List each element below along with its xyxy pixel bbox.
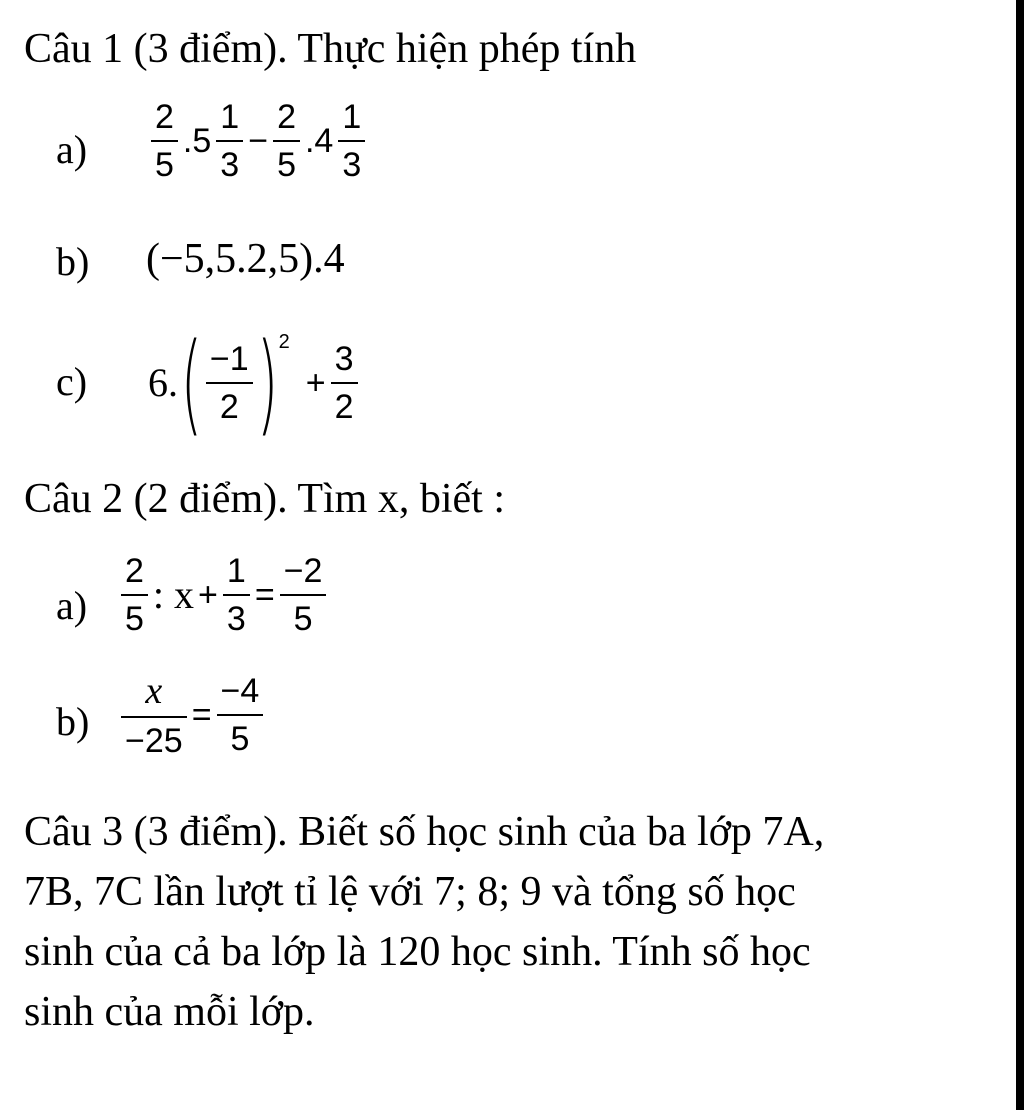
q1c-label: c) <box>56 359 88 404</box>
plus-operator: + <box>198 576 218 614</box>
term: .4 <box>304 122 334 160</box>
fraction <box>273 100 300 182</box>
numerator: 1 <box>220 98 240 136</box>
q1c-expression <box>146 319 361 447</box>
denominator: 3 <box>220 146 240 184</box>
term: 6. <box>148 360 178 405</box>
denominator: 3 <box>342 146 362 184</box>
fraction <box>338 100 365 182</box>
q2a-expression <box>118 554 329 636</box>
q1a-expression <box>148 100 368 182</box>
expression-text: (−5,5.2,5).4 <box>146 236 345 282</box>
fraction-bar <box>280 594 327 596</box>
fraction <box>206 342 253 424</box>
numerator: x <box>145 670 163 712</box>
plus-operator: + <box>305 364 326 402</box>
numerator: −2 <box>283 552 323 590</box>
numerator: 2 <box>277 98 296 136</box>
equals-sign: = <box>191 696 212 734</box>
fraction <box>331 342 358 424</box>
q2b-expression <box>118 672 266 758</box>
q3-line: 7B, 7C lần lượt tỉ lệ với 7; 8; 9 và tổng số học <box>24 869 796 915</box>
denominator: 5 <box>293 600 313 638</box>
q1-heading: Câu 1 (3 điểm). Thực hiện phép tính <box>24 26 637 72</box>
fraction <box>151 100 178 182</box>
fraction-bar <box>338 140 365 142</box>
right-border <box>1016 0 1024 1110</box>
fraction <box>223 554 250 636</box>
fraction <box>121 672 187 758</box>
q1b-expression <box>146 238 345 280</box>
equals-sign: = <box>254 576 275 614</box>
fraction <box>216 100 243 182</box>
q1b-label: b) <box>56 239 90 284</box>
fraction-bar <box>216 140 243 142</box>
fraction <box>217 674 264 756</box>
numerator: 2 <box>155 98 174 136</box>
denominator: 2 <box>219 388 239 426</box>
fraction-bar <box>121 594 148 596</box>
denominator: 5 <box>277 146 296 184</box>
q3-line: Câu 3 (3 điểm). Biết số học sinh của ba lớp 7A, <box>24 809 825 855</box>
fraction-bar <box>331 382 358 384</box>
q2-heading: Câu 2 (2 điểm). Tìm x, biết : <box>24 476 505 522</box>
term: : x <box>152 572 195 617</box>
q3-line: sinh của cả ba lớp là 120 học sinh. Tính số học <box>24 929 811 975</box>
fraction <box>121 554 148 636</box>
numerator: −4 <box>220 672 260 710</box>
q3-paragraph <box>24 802 976 1042</box>
fraction-bar <box>273 140 300 142</box>
fraction <box>280 554 327 636</box>
minus-operator: − <box>248 122 269 160</box>
numerator: 1 <box>342 98 362 136</box>
fraction-bar <box>206 382 253 384</box>
fraction-bar <box>223 594 250 596</box>
left-parenthesis: ( <box>180 319 203 447</box>
fraction-bar <box>217 714 264 716</box>
q2a-label: a) <box>56 583 88 628</box>
q3-line: sinh của mỗi lớp. <box>24 989 315 1035</box>
fraction-bar <box>121 716 187 718</box>
term: .5 <box>182 122 212 160</box>
exponent: 2 <box>278 331 290 353</box>
denominator: 2 <box>334 388 354 426</box>
q2b-label: b) <box>56 699 90 744</box>
q1a-label: a) <box>56 127 88 172</box>
numerator: 2 <box>125 552 144 590</box>
right-parenthesis: ) <box>256 319 278 447</box>
denominator: 5 <box>155 146 174 184</box>
denominator: 5 <box>125 600 144 638</box>
numerator: −1 <box>209 340 249 378</box>
denominator: 3 <box>226 600 246 638</box>
denominator: 5 <box>230 720 250 758</box>
numerator: 1 <box>226 552 246 590</box>
denominator: −25 <box>125 722 183 760</box>
numerator: 3 <box>334 340 354 378</box>
fraction-bar <box>151 140 178 142</box>
